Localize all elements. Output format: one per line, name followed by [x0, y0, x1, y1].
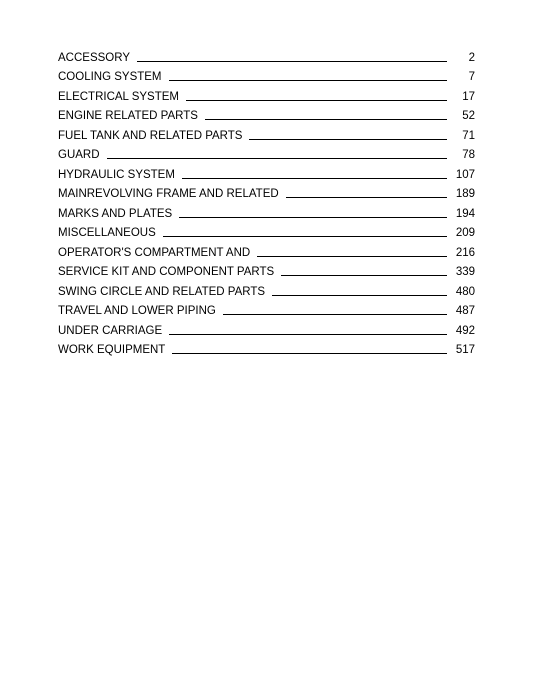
toc-leader-line	[186, 100, 447, 101]
toc-entry-title: TRAVEL AND LOWER PIPING	[58, 305, 216, 317]
toc-leader-line	[137, 61, 447, 62]
toc-leader-line	[223, 314, 447, 315]
toc-entry-title: OPERATOR'S COMPARTMENT AND	[58, 246, 251, 259]
toc-entry-title: SERVICE KIT AND COMPONENT PARTS	[58, 266, 275, 278]
toc-entry-work-equipment[interactable]	[58, 338, 475, 358]
toc-entry-page: 487	[455, 305, 475, 317]
table-of-contents	[58, 45, 475, 357]
toc-entry-title: ELECTRICAL SYSTEM	[58, 90, 179, 103]
toc-entry-page: 17	[462, 90, 475, 103]
toc-leader-line	[281, 275, 447, 276]
toc-entry-mainrevolving-frame[interactable]	[58, 182, 475, 202]
toc-entry-page: 480	[455, 285, 475, 298]
toc-leader-line	[179, 217, 447, 218]
toc-leader-line	[249, 139, 447, 140]
toc-entry-page: 209	[455, 227, 475, 239]
toc-entry-title: MARKS AND PLATES	[58, 207, 173, 220]
toc-entry-title: HYDRAULIC SYSTEM	[58, 168, 175, 181]
toc-entry-travel-lower-piping[interactable]	[58, 299, 475, 319]
toc-entry-fuel-tank[interactable]	[58, 123, 475, 143]
toc-leader-line	[169, 80, 447, 81]
toc-entry-title: FUEL TANK AND RELATED PARTS	[58, 129, 243, 142]
toc-entry-title: GUARD	[58, 149, 100, 161]
toc-leader-line	[182, 178, 447, 179]
toc-entry-marks-and-plates[interactable]	[58, 201, 475, 221]
toc-entry-page: 52	[462, 110, 475, 122]
toc-entry-title: MAINREVOLVING FRAME AND RELATED	[58, 188, 279, 200]
toc-leader-line	[107, 158, 447, 159]
toc-entry-cooling-system[interactable]	[58, 65, 475, 85]
toc-entry-page: 107	[455, 168, 475, 181]
toc-leader-line	[272, 295, 447, 296]
toc-leader-line	[169, 334, 447, 335]
toc-entry-page: 492	[455, 324, 475, 337]
toc-entry-page: 339	[455, 266, 475, 278]
toc-entry-title: UNDER CARRIAGE	[58, 324, 163, 337]
toc-entry-page: 71	[462, 129, 475, 142]
toc-entry-title: COOLING SYSTEM	[58, 71, 162, 83]
toc-entry-page: 7	[468, 71, 475, 83]
toc-entry-hydraulic-system[interactable]	[58, 162, 475, 182]
toc-entry-page: 78	[462, 149, 475, 161]
toc-entry-page: 2	[468, 51, 475, 64]
toc-leader-line	[205, 119, 447, 120]
toc-entry-page: 517	[455, 344, 475, 356]
toc-entry-operators-compartment[interactable]	[58, 240, 475, 260]
toc-entry-guard[interactable]	[58, 143, 475, 163]
toc-entry-service-kit[interactable]	[58, 260, 475, 280]
toc-entry-swing-circle[interactable]	[58, 279, 475, 299]
toc-entry-page: 194	[455, 207, 475, 220]
toc-entry-title: ENGINE RELATED PARTS	[58, 110, 198, 122]
toc-entry-miscellaneous[interactable]	[58, 221, 475, 241]
toc-entry-page: 216	[455, 246, 475, 259]
toc-entry-title: WORK EQUIPMENT	[58, 344, 166, 356]
toc-entry-title: ACCESSORY	[58, 51, 131, 64]
toc-entry-accessory[interactable]	[58, 45, 475, 65]
toc-entry-title: MISCELLANEOUS	[58, 227, 156, 239]
toc-entry-page: 189	[455, 188, 475, 200]
toc-leader-line	[286, 197, 447, 198]
toc-entry-engine-related-parts[interactable]	[58, 104, 475, 124]
toc-leader-line	[163, 236, 447, 237]
toc-entry-title: SWING CIRCLE AND RELATED PARTS	[58, 285, 266, 298]
toc-entry-electrical-system[interactable]	[58, 84, 475, 104]
toc-entry-under-carriage[interactable]	[58, 318, 475, 338]
toc-leader-line	[172, 353, 447, 354]
toc-leader-line	[257, 256, 447, 257]
